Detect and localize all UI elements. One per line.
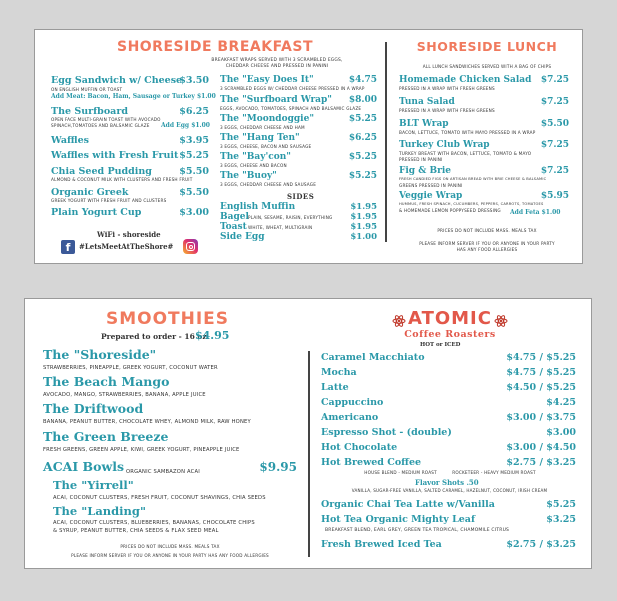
flavor-shots-title: Flavor Shots .50 xyxy=(415,478,479,487)
coffee-item-name: Hot Tea Organic Mighty Leaf xyxy=(321,514,476,525)
coffee-brand-subtitle: Coffee Roasters xyxy=(404,329,496,340)
lunch-item-name: Turkey Club Wrap xyxy=(399,140,490,150)
side-item-name: Bagel xyxy=(220,212,249,222)
menu-item-price: $3.00 xyxy=(179,207,209,218)
tax-note: PRICES DO NOT INCLUDE MASS. MEALS TAX xyxy=(437,228,537,233)
menu-item-name: The "Bay'con" xyxy=(220,152,291,162)
atom-icon xyxy=(494,313,508,327)
menu-item-name: Chia Seed Pudding xyxy=(51,166,152,177)
lunch-item-addon: Add Feta $1.00 xyxy=(510,209,561,216)
menu-item-description: 3 EGGS, CHEDDAR CHEESE AND SAUSAGE xyxy=(220,182,317,187)
lunch-item-name: Tuna Salad xyxy=(399,97,455,107)
menu-item-description: EGGS, AVOCADO, TOMATOES, SPINACH AND BALSAMIC GLAZE xyxy=(220,106,362,111)
lunch-item-price: $7.25 xyxy=(540,166,569,176)
lunch-item-description: HUMMUS, FRESH SPINACH, CUCUMBERS, PEPPERS, CARROTS, TOMATOES xyxy=(399,202,544,206)
menu-item-description: GREEK YOGURT WITH FRESH FRUIT AND CLUSTERS xyxy=(51,198,167,203)
column-divider xyxy=(308,351,310,557)
lunch-item-description: TURKEY BREAST WITH BACON, LETTUCE, TOMATO & MAYO xyxy=(399,151,532,156)
menu-item-price: $5.25 xyxy=(179,150,209,161)
menu-item-name: The "Moondoggie" xyxy=(220,114,315,124)
hashtag-label: #LetsMeetAtTheShore# xyxy=(79,242,174,251)
menu-item-name: The "Surfboard Wrap" xyxy=(220,95,332,105)
breakfast-subtitle-line1: BREAKFAST WRAPS SERVED WITH 3 SCRAMBLED EGGS, xyxy=(211,58,343,63)
menu-item-name: The Surfboard xyxy=(51,106,128,117)
menu-item-price: $4.75 xyxy=(348,75,377,85)
facebook-icon: f xyxy=(61,240,75,254)
lunch-item-name: Homemade Chicken Salad xyxy=(399,75,532,85)
menu-item-price: $5.25 xyxy=(348,114,377,124)
lunch-item-description: BACON, LETTUCE, TOMATO WITH MAYO PRESSED IN A WRAP xyxy=(399,130,536,135)
menu-item-price: $5.50 xyxy=(179,187,209,198)
smoothie-description: STRAWBERRIES, PINEAPPLE, GREEK YOGURT, COCONUT WATER xyxy=(43,365,218,371)
coffee-item-price: $3.00 / $3.75 xyxy=(506,412,576,423)
lunch-item-price: $7.25 xyxy=(540,75,569,85)
flavor-shots-list: VANILLA, SUGAR-FREE VANILLA, SALTED CARAMEL, HAZELNUT, COCONUT, IRISH CREAM xyxy=(351,488,548,493)
acai-bowl-name: The "Yirrell" xyxy=(53,478,134,492)
smoothie-description: FRESH GREENS, GREEN APPLE, KIWI, GREEK YOGURT, PINEAPPLE JUICE xyxy=(43,447,240,453)
coffee-item-name: Latte xyxy=(321,382,349,393)
menu-item-description: SPINACH,TOMATOES AND BALSAMIC GLAZE xyxy=(51,123,150,128)
coffee-item-price: $2.75 / $3.25 xyxy=(506,539,576,550)
breakfast-lunch-menu-panel xyxy=(34,29,583,264)
lunch-item-price: $7.25 xyxy=(540,140,569,150)
lunch-subtitle: ALL LUNCH SANDWICHES SERVED WITH A BAG OF CHIPS xyxy=(422,64,552,69)
acai-bowl-description: & SYRUP, PEANUT BUTTER, CHIA SEEDS & FLAX SEED MEAL xyxy=(53,528,219,534)
coffee-item-name: Cappuccino xyxy=(321,397,384,408)
tax-note: PRICES DO NOT INCLUDE MASS. MEALS TAX xyxy=(120,544,220,549)
acai-bowl-name: The "Landing" xyxy=(53,504,146,518)
menu-item-price: $5.25 xyxy=(348,152,377,162)
smoothies-coffee-menu-panel xyxy=(24,298,592,569)
menu-item-price: $5.25 xyxy=(348,171,377,181)
side-item-description: WHITE, WHEAT, MULTIGRAIN xyxy=(248,225,313,230)
smoothie-name: The "Shoreside" xyxy=(43,347,157,362)
menu-item-description: ALMOND & COCONUT MILK WITH CLUSTERS AND FRESH FRUIT xyxy=(51,177,193,182)
coffee-item-price: $4.75 / $5.25 xyxy=(506,367,576,378)
lunch-item-description: PRESSED IN A WRAP WITH FRESH GREENS xyxy=(399,86,495,91)
coffee-item-price: $2.75 / $3.25 xyxy=(506,457,576,468)
side-item-name: Toast xyxy=(220,222,247,232)
coffee-item-price: $3.00 xyxy=(546,427,576,438)
instagram-icon xyxy=(183,239,198,254)
lunch-item-description: GREENS PRESSED IN PANINI xyxy=(399,183,463,188)
column-divider xyxy=(385,42,387,242)
menu-item-name: Egg Sandwich w/ Cheese xyxy=(51,75,183,86)
acai-bowl-description: ACAI, COCONUT CLUSTERS, BLUEBERRIES, BANANAS, CHOCOLATE CHIPS xyxy=(53,520,255,526)
coffee-item-name: Hot Brewed Coffee xyxy=(321,457,422,468)
menu-item-price: $6.25 xyxy=(179,106,209,117)
coffee-item-name: Americano xyxy=(321,412,379,423)
menu-item-name: The "Buoy" xyxy=(220,171,277,181)
atom-icon xyxy=(392,313,406,327)
acai-subtitle: ORGANIC SAMBAZON ACAI xyxy=(126,469,200,475)
smoothie-description: AVOCADO, MANGO, STRAWBERRIES, BANANA, APPLE JUICE xyxy=(43,392,206,398)
acai-price: $9.95 xyxy=(259,460,297,474)
smoothies-title: SMOOTHIES xyxy=(105,309,230,329)
menu-item-description: 3 EGGS, CHEDDAR CHEESE AND HAM xyxy=(220,125,305,130)
menu-item-name: The "Hang Ten" xyxy=(220,133,300,143)
coffee-item-price: $5.25 xyxy=(546,499,576,510)
side-item-name: English Muffin xyxy=(220,202,296,212)
menu-item-name: Waffles with Fresh Fruit xyxy=(51,150,179,161)
breakfast-subtitle-line2: CHEDDAR CHEESE AND PRESSED IN PANINI xyxy=(225,64,329,69)
coffee-item-price: $3.25 xyxy=(546,514,576,525)
side-item-price: $1.95 xyxy=(350,202,377,212)
lunch-item-description: PRESSED IN A WRAP WITH FRESH GREENS xyxy=(399,108,495,113)
smoothie-name: The Beach Mango xyxy=(43,374,170,389)
coffee-item-name: Caramel Macchiato xyxy=(321,352,425,363)
coffee-item-name: Organic Chai Tea Latte w/Vanilla xyxy=(321,499,495,510)
menu-item-price: $8.00 xyxy=(348,95,377,105)
coffee-item-price: $4.50 / $5.25 xyxy=(506,382,576,393)
menu-item-name: The "Easy Does It" xyxy=(220,75,314,85)
side-item-name: Side Egg xyxy=(220,232,265,242)
lunch-item-description: PRESSED IN PANINI xyxy=(399,157,443,162)
lunch-item-description: & HOMEMADE LEMON POPPYSEED DRESSING xyxy=(399,208,501,213)
coffee-item-name: Mocha xyxy=(321,367,357,378)
lunch-item-price: $5.95 xyxy=(540,191,569,201)
smoothies-price: $4.95 xyxy=(195,329,230,342)
lunch-title: SHORESIDE LUNCH xyxy=(416,39,558,54)
wifi-label: WiFi - shoreside xyxy=(97,230,161,239)
allergy-note: PLEASE INFORM SERVER IF YOU OR ANYONE IN YOUR PARTY HAS ANY FOOD ALLERGIES xyxy=(71,553,269,558)
menu-item-description: 3 SCRAMBLED EGGS W/ CHEDDAR CHEESE PRESSED IN A WRAP xyxy=(220,86,365,91)
side-item-price: $1.95 xyxy=(350,212,377,222)
lunch-item-name: Fig & Brie xyxy=(399,166,451,176)
menu-item-price: $3.50 xyxy=(179,75,209,86)
side-item-description: PLAIN, SESAME, RAISIN, EVERYTHING xyxy=(248,215,333,220)
menu-item-price: $6.25 xyxy=(348,133,377,143)
lunch-item-description: FRESH CANDIED FIGS ON ARTISAN BREAD WITH BRIE CHEESE & BALSAMIC xyxy=(399,177,547,181)
menu-item-description: 3 EGGS, CHEESE, BACON AND SAUSAGE xyxy=(220,144,312,149)
menu-item-addon: Add Meat: Bacon, Ham, Sausage or Turkey $1.00 xyxy=(51,93,216,100)
menu-item-description: ON ENGLISH MUFFIN OR TOAST xyxy=(51,87,123,92)
hot-iced-label: HOT or ICED xyxy=(420,342,461,348)
lunch-item-price: $5.50 xyxy=(540,119,569,129)
menu-item-description: OPEN FACE MULTI-GRAIN TOAST WITH AVOCADO xyxy=(51,117,161,122)
sides-heading: SIDES xyxy=(287,192,315,201)
side-item-price: $1.95 xyxy=(350,222,377,232)
menu-item-description: 3 EGGS, CHEESE AND BACON xyxy=(220,163,287,168)
coffee-blend-note: HOUSE BLEND - MEDIUM ROAST ROCKETEER - HEAVY MEDIUM ROAST xyxy=(364,470,536,475)
menu-item-name: Organic Greek xyxy=(51,187,129,198)
breakfast-title: SHORESIDE BREAKFAST xyxy=(116,39,314,55)
tea-flavors-list: BREAKFAST BLEND, EARL GREY, GREEN TEA TROPICAL, CHAMOMILE CITRUS xyxy=(325,528,510,533)
smoothie-name: The Driftwood xyxy=(43,401,144,416)
coffee-item-name: Hot Chocolate xyxy=(321,442,398,453)
menu-item-price: $5.50 xyxy=(179,166,209,177)
side-item-price: $1.00 xyxy=(350,232,377,242)
smoothie-name: The Green Breeze xyxy=(43,429,169,444)
lunch-item-name: Veggie Wrap xyxy=(399,191,463,201)
coffee-brand-title: ATOMIC xyxy=(408,308,492,329)
smoothie-description: BANANA, PEANUT BUTTER, CHOCOLATE WHEY, ALMOND MILK, RAW HONEY xyxy=(43,419,251,425)
coffee-item-name: Fresh Brewed Iced Tea xyxy=(321,539,442,550)
coffee-item-name: Espresso Shot - (double) xyxy=(321,427,452,438)
menu-item-price: $3.95 xyxy=(179,135,209,146)
acai-bowl-description: ACAI, COCONUT CLUSTERS, FRESH FRUIT, COCONUT SHAVINGS, CHIA SEEDS xyxy=(53,495,266,501)
menu-item-addon: Add Egg $1.00 xyxy=(161,122,210,129)
allergy-note: HAS ANY FOOD ALLERGIES xyxy=(456,247,518,252)
allergy-note: PLEASE INFORM SERVER IF YOU OR ANYONE IN YOUR PARTY xyxy=(419,241,555,246)
menu-item-name: Waffles xyxy=(51,135,89,146)
coffee-item-price: $4.75 / $5.25 xyxy=(506,352,576,363)
smoothies-prepared-note: Prepared to order - 16 oz. xyxy=(101,332,210,341)
lunch-item-name: BLT Wrap xyxy=(399,119,449,129)
coffee-item-price: $4.25 xyxy=(546,397,576,408)
acai-title: ACAI Bowls xyxy=(43,459,124,474)
lunch-item-price: $7.25 xyxy=(540,97,569,107)
coffee-item-price: $3.00 / $4.50 xyxy=(506,442,576,453)
menu-item-name: Plain Yogurt Cup xyxy=(51,207,142,218)
